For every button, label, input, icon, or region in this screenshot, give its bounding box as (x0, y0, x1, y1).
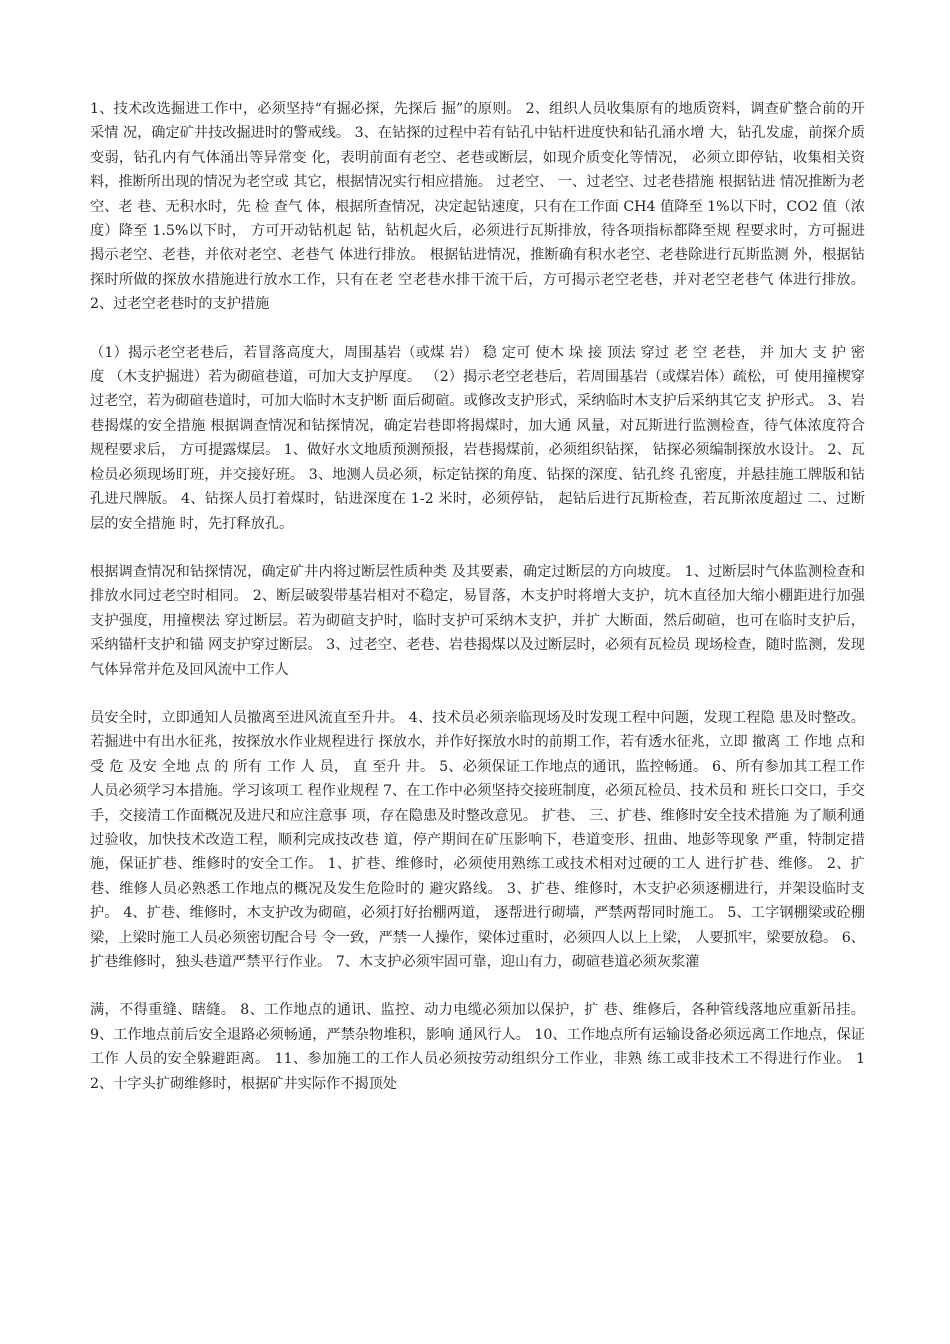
document-body (90, 97, 865, 1096)
paragraph-spacer (90, 536, 865, 560)
paragraph-widening-maintenance: 员安全时，立即通知人员撤离至进风流直至升井。 4、技术员必须亲临现场及时发现工程中问题，发现工程隐 患及时整改。若掘进中有出水征兆，按探放水作业规程进行 探放水，并作好探放水时的前期工作，若有透水征兆，立即 撤离 工 作地 点和 受 危 及安 全地 点 的 所有 工作 人 员， 直 至升 井。 5、必须保证工作地点的通讯，监控畅通。 6、所有参加其工程工作人员必须学习本措施。学习该项工 程作业规程 7、在工作中必须坚持交接班制度，必须瓦检员、技术员和 班长口交口，手交手，交接清工作面概况及进尺和应注意事 项，存在隐患及时整改意见。 扩巷、 三、扩巷、维修时安全技术措施 为了顺利通过验收，加快技术改造工程，顺利完成技改巷 道，停产期间在矿压影响下，巷道变形、扭曲、地彭等现象 严重，特制定措施，保证扩巷、维修时的安全工作。 1、扩巷、维修时，必须使用熟练工或技术相对过硬的工人 进行扩巷、维修。 2、扩巷、维修人员必熟悉工作地点的概况及发生危险时的 避灾路线。 3、扩巷、维修时，木支护必须逐棚进行，并架设临时支 护。 4、扩巷、维修时，木支护改为砌碹，必须打好抬棚两道， 逐帮进行砌墙，严禁两帮同时施工。 5、工字钢棚梁或砼棚梁，上梁时施工人员必须密切配合号 令一致，严禁一人操作，梁体过重时，必须四人以上上梁， 人要抓牢，梁要放稳。 6、扩巷维修时，独头巷道严禁平行作业。 7、木支护必须牢固可靠，迎山有力，砌碹巷道必须灰浆灌 (90, 709, 865, 970)
paragraph-spacer (90, 317, 865, 341)
paragraph-spacer (90, 974, 865, 998)
paragraph-roadway-coal-exposure: （1）揭示老空老巷后，若冒落高度大，周围基岩（或煤 岩） 稳 定可 使木 垛 接 顶法 穿过 老 空 老巷， 并 加大 支 护 密度 （木支护掘进）若为砌碹巷道，可加大支护厚度。 （2）揭示老空老巷后，若周围基岩（或煤岩体）疏松，可 使用撞楔穿过老空，若为砌碹巷道时，可加大临时木支护断 面后砌碹。或修改支护形式，采纳临时木支护后采纳其它支 护形式。 3、岩巷揭煤的安全措施 根据调查情况和钻探情况，确定岩巷即将揭煤时，加大通 风量，对瓦斯进行监测检查，待气体浓度符合规程要求后， 方可提露煤层。 1、做好水文地质预测预报，岩巷揭煤前，必须组织钻探， 钻探必须编制探放水设计。 2、瓦检员必须现场盯班，并交接好班。 3、地测人员必须，标定钻探的角度、钻探的深度、钻孔终 孔密度，并悬挂施工牌版和钻孔进尺牌版。 4、钻探人员打着煤时，钻进深度在 1-2 米时，必须停钻， 起钻后进行瓦斯检查，若瓦斯浓度超过 二、过断层的安全措施 时，先打释放孔。 (90, 344, 865, 532)
paragraph-fault-crossing: 根据调查情况和钻探情况，确定矿井内将过断层性质种类 及其要素，确定过断层的方向坡度。 1、过断层时气体监测检查和排放水同过老空时相同。 2、断层破裂带基岩相对不稳定，易冒落，木支护时将增大支护，坑木直径加大缩小棚距进行加强支护强度，用撞楔法 穿过断层。若为砌碹支护时，临时支护可采纳木支护，并扩 大断面，然后砌碹，也可在临时支护后，采纳锚杆支护和锚 网支护穿过断层。 3、过老空、老巷、岩巷揭煤以及过断层时，必须有瓦检员 现场检查，随时监测，发现气体异常并危及回风流中工作人 (90, 563, 865, 678)
paragraph-spacer (90, 682, 865, 706)
paragraph-maintenance-continued: 满，不得重缝、瞎缝。 8、工作地点的通讯、监控、动力电缆必须加以保护，扩 巷、维修后，各种管线落地应重新吊挂。 9、工作地点前后安全退路必须畅通，严禁杂物堆积，影响 通风行人。 10、工作地点所有运输设备必须远离工作地点，保证工作 人员的安全躲避距离。 11、参加施工的工作人员必须按劳动组织分工作业，非熟 练工或非技术工不得进行作业。 12、十字头扩砌维修时，根据矿井实际作不揭顶处 (90, 1002, 865, 1092)
paragraph-old-workings-measures: 1、技术改选掘进工作中，必须坚持“有掘必探，先探后 掘”的原则。 2、组织人员收集原有的地质资料，调查矿整合前的开采情 况，确定矿井技改掘进时的警戒线。 3、在钻探的过程中若有钻孔中钻杆进度快和钻孔涌水增 大，钻孔发虚，前探介质变弱，钻孔内有气体涌出等异常变 化，表明前面有老空、老巷或断层，如现介质变化等情况， 必须立即停钻，收集相关资料，推断所出现的情况为老空或 其它，根据情况实行相应措施。 过老空、 一、过老空、过老巷措施 根据钻进 情况推断为老 空、老 巷、无积水时，先 检 查气 体，根据所查情况，决定起钻速度，只有在工作面 CH4 值降至 1%以下时，CO2 值（浓度）降至 1.5%以下时， 方可开动钻机起 钻，钻机起火后，必须进行瓦斯排放，待各项指标都降至规 程要求时，方可掘进揭示老空、老巷，并依对老空、老巷气 体进行排放。 根据钻进情况，推断确有积水老空、老巷除进行瓦斯监测 外，根据钻探时所做的探放水措施进行放水工作，只有在老 空老巷水排干流干后，方可揭示老空老巷，并对老空老巷气 体进行排放。 2、过老空老巷时的支护措施 (90, 101, 865, 313)
